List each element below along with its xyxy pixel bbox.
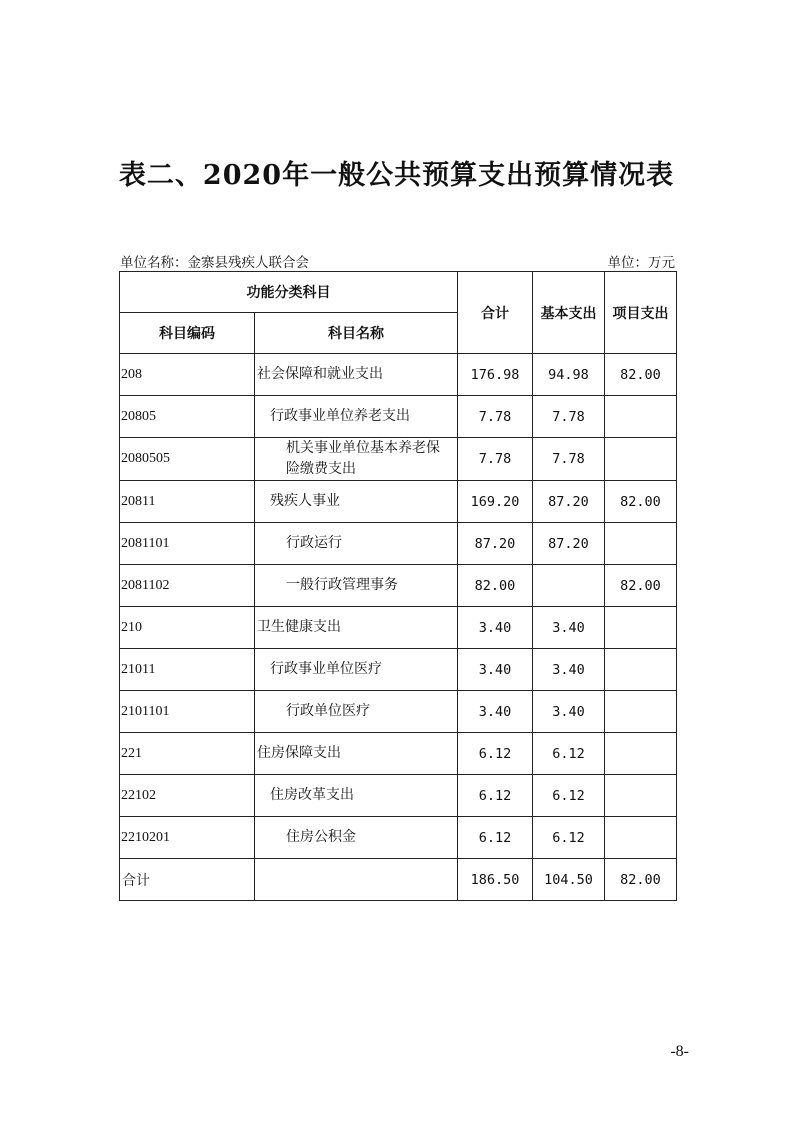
row-code: 210 <box>120 607 255 649</box>
row-total: 87.20 <box>458 523 533 565</box>
row-code: 2081101 <box>120 523 255 565</box>
header-basic: 基本支出 <box>533 272 605 354</box>
row-basic <box>533 565 605 607</box>
row-basic: 6.12 <box>533 817 605 859</box>
table-row <box>120 481 677 523</box>
row-code: 21011 <box>120 649 255 691</box>
row-total: 7.78 <box>458 438 533 481</box>
row-total: 7.78 <box>458 396 533 438</box>
row-project <box>605 775 677 817</box>
row-code: 22102 <box>120 775 255 817</box>
row-name: 行政事业单位养老支出 <box>255 396 458 438</box>
header-total: 合计 <box>458 272 533 354</box>
row-basic: 3.40 <box>533 649 605 691</box>
header-functional-category: 功能分类科目 <box>120 272 458 313</box>
row-basic: 87.20 <box>533 481 605 523</box>
row-basic: 6.12 <box>533 775 605 817</box>
row-total: 3.40 <box>458 607 533 649</box>
row-name: 一般行政管理事务 <box>255 565 458 607</box>
row-code: 20811 <box>120 481 255 523</box>
row-code: 221 <box>120 733 255 775</box>
summary-label: 合计 <box>120 859 255 901</box>
row-project <box>605 396 677 438</box>
header-project: 项目支出 <box>605 272 677 354</box>
summary-basic: 104.50 <box>533 859 605 901</box>
table-row <box>120 396 677 438</box>
row-code: 2081102 <box>120 565 255 607</box>
page-title: 表二、2020年一般公共预算支出预算情况表 <box>118 160 675 191</box>
unit-name: 单位名称：金寨县残疾人联合会 <box>120 255 309 271</box>
header-row-1 <box>120 272 677 313</box>
header-code: 科目编码 <box>120 313 255 354</box>
row-name: 行政事业单位医疗 <box>255 649 458 691</box>
row-name: 机关事业单位基本养老保险缴费支出 <box>255 438 458 481</box>
table-row <box>120 733 677 775</box>
row-total: 3.40 <box>458 649 533 691</box>
row-project: 82.00 <box>605 354 677 396</box>
table-row <box>120 775 677 817</box>
row-total: 82.00 <box>458 565 533 607</box>
row-project <box>605 607 677 649</box>
row-total: 6.12 <box>458 775 533 817</box>
row-name: 残疾人事业 <box>255 481 458 523</box>
summary-total: 186.50 <box>458 859 533 901</box>
summary-name <box>255 859 458 901</box>
row-basic: 3.40 <box>533 691 605 733</box>
row-code: 2210201 <box>120 817 255 859</box>
row-total: 6.12 <box>458 817 533 859</box>
row-code: 2080505 <box>120 438 255 481</box>
row-code: 208 <box>120 354 255 396</box>
row-name: 行政单位医疗 <box>255 691 458 733</box>
row-project <box>605 733 677 775</box>
row-basic: 7.78 <box>533 396 605 438</box>
row-code: 20805 <box>120 396 255 438</box>
row-project <box>605 438 677 481</box>
row-project: 82.00 <box>605 565 677 607</box>
budget-table <box>119 271 677 901</box>
summary-row <box>120 859 677 901</box>
table-row <box>120 438 677 481</box>
row-name: 住房改革支出 <box>255 775 458 817</box>
table-row <box>120 607 677 649</box>
table-row <box>120 817 677 859</box>
row-total: 6.12 <box>458 733 533 775</box>
row-total: 176.98 <box>458 354 533 396</box>
table-row <box>120 565 677 607</box>
page-number: -8- <box>670 1043 689 1060</box>
table-row <box>120 691 677 733</box>
row-basic: 3.40 <box>533 607 605 649</box>
row-total: 3.40 <box>458 691 533 733</box>
row-basic: 94.98 <box>533 354 605 396</box>
row-code: 2101101 <box>120 691 255 733</box>
row-name: 卫生健康支出 <box>255 607 458 649</box>
table-row <box>120 354 677 396</box>
row-project <box>605 691 677 733</box>
row-basic: 6.12 <box>533 733 605 775</box>
row-name: 社会保障和就业支出 <box>255 354 458 396</box>
row-total: 169.20 <box>458 481 533 523</box>
table-row <box>120 523 677 565</box>
row-name: 住房公积金 <box>255 817 458 859</box>
row-project <box>605 649 677 691</box>
unit-label: 单位：万元 <box>607 255 675 271</box>
row-project: 82.00 <box>605 481 677 523</box>
row-name: 住房保障支出 <box>255 733 458 775</box>
row-project <box>605 817 677 859</box>
row-project <box>605 523 677 565</box>
row-name: 行政运行 <box>255 523 458 565</box>
row-basic: 7.78 <box>533 438 605 481</box>
summary-project: 82.00 <box>605 859 677 901</box>
table-row <box>120 649 677 691</box>
row-basic: 87.20 <box>533 523 605 565</box>
header-name: 科目名称 <box>255 313 458 354</box>
